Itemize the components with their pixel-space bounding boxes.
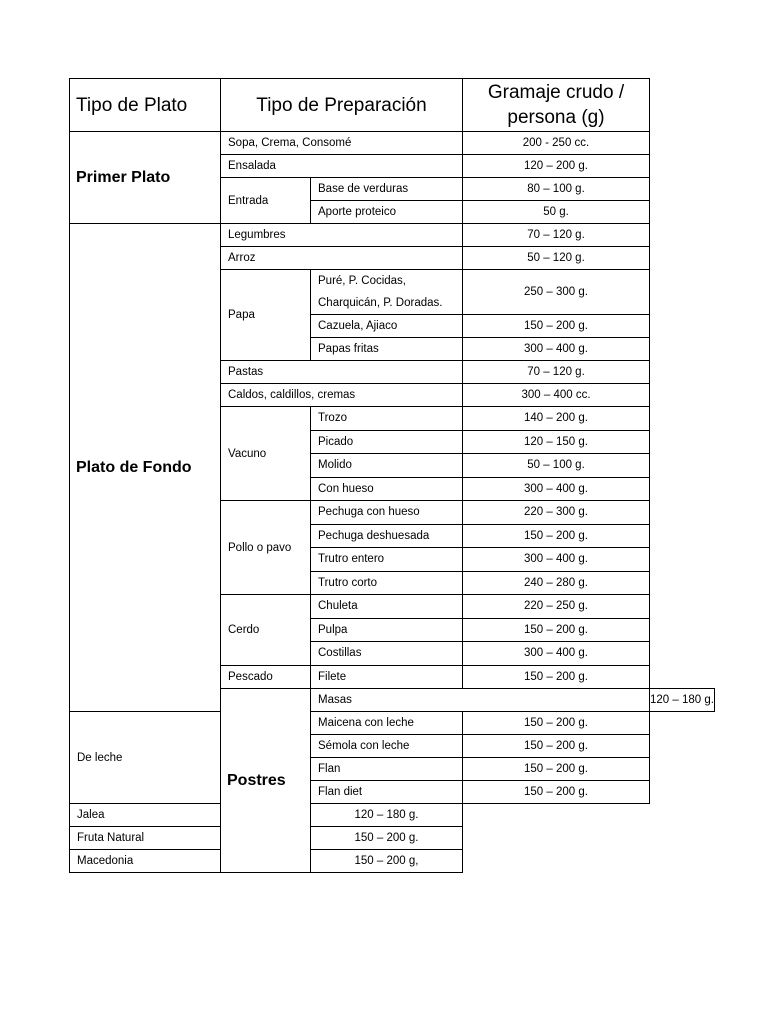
gramaje-cell: 200 - 250 cc. [463,132,650,155]
gramaje-cell: 120 – 150 g. [463,430,650,454]
gramaje-cell: 50 – 100 g. [463,454,650,478]
gramaje-cell: 150 – 200 g. [463,712,650,735]
prep-line: Charquicán, P. Doradas. [318,297,443,309]
header-tipo-plato: Tipo de Plato [70,79,221,132]
prep-cell: Caldos, caldillos, cremas [221,384,463,407]
category-postres: Postres [221,689,311,873]
gramaje-cell: 120 – 200 g. [463,155,650,178]
gramaje-cell: 50 g. [463,201,650,224]
gramaje-cell: 300 – 400 g. [463,338,650,361]
prep-line: Puré, P. Cocidas, [318,275,407,287]
prep-cell: Jalea [70,804,311,827]
prep-cell: Sémola con leche [311,735,463,758]
table-header-row [70,79,715,132]
prep-cell: Costillas [311,642,463,666]
subgroup-cerdo: Cerdo [221,595,311,666]
gramaje-cell: 50 – 120 g. [463,247,650,270]
gramaje-cell: 150 – 200 g. [463,524,650,548]
table-row [70,827,715,850]
gramaje-cell: 150 – 200 g, [311,850,463,873]
prep-cell: Pastas [221,361,463,384]
prep-cell: Con hueso [311,477,463,501]
prep-cell: Macedonia [70,850,311,873]
prep-cell: Papas fritas [311,338,463,361]
prep-cell: Masas [311,689,650,712]
table-row [70,224,715,247]
gramaje-cell: 220 – 250 g. [463,595,650,619]
subgroup-papa: Papa [221,270,311,361]
gramaje-cell: 150 – 200 g. [463,781,650,804]
gramaje-cell: 120 – 180 g. [650,689,715,712]
gramaje-cell: 300 – 400 cc. [463,384,650,407]
prep-cell: Ensalada [221,155,463,178]
subgroup-vacuno: Vacuno [221,407,311,501]
prep-cell: Trutro corto [311,571,463,595]
prep-cell: Flan diet [311,781,463,804]
prep-cell: Cazuela, Ajiaco [311,315,463,338]
gramaje-cell: 150 – 200 g. [463,758,650,781]
prep-cell: Filete [311,665,463,689]
gramaje-cell: 150 – 200 g. [463,735,650,758]
prep-cell: Legumbres [221,224,463,247]
prep-cell: Picado [311,430,463,454]
gramaje-cell: 140 – 200 g. [463,407,650,431]
subgroup-pollo-o-pavo: Pollo o pavo [221,501,311,595]
table-row [70,804,715,827]
table-row [70,712,715,735]
header-gramaje [463,79,650,132]
gramaje-cell: 150 – 200 g. [463,665,650,689]
category-primer-plato: Primer Plato [70,132,221,224]
gramaje-cell: 300 – 400 g. [463,477,650,501]
prep-cell: Flan [311,758,463,781]
gramaje-cell: 220 – 300 g. [463,501,650,525]
prep-cell: Fruta Natural [70,827,311,850]
header-gramaje-line2: persona (g) [507,107,605,128]
prep-cell: Chuleta [311,595,463,619]
prep-cell: Pechuga con hueso [311,501,463,525]
prep-cell: Aporte proteico [311,201,463,224]
gramaje-cell: 300 – 400 g. [463,548,650,572]
table-row [70,132,715,155]
gramaje-cell: 240 – 280 g. [463,571,650,595]
category-plato-de-fondo: Plato de Fondo [70,224,221,712]
subgroup-pescado: Pescado [221,665,311,689]
prep-cell: Trozo [311,407,463,431]
subgroup-de-leche: De leche [70,712,221,804]
gramaje-cell: 250 – 300 g. [463,270,650,315]
gramaje-cell: 80 – 100 g. [463,178,650,201]
prep-cell: Pechuga deshuesada [311,524,463,548]
prep-cell: Molido [311,454,463,478]
prep-cell: Sopa, Crema, Consomé [221,132,463,155]
gramaje-cell: 150 – 200 g. [463,618,650,642]
gramaje-cell: 150 – 200 g. [463,315,650,338]
prep-cell: Arroz [221,247,463,270]
prep-cell: Maicena con leche [311,712,463,735]
table-row [70,850,715,873]
prep-cell [311,270,463,315]
prep-cell: Trutro entero [311,548,463,572]
gramaje-cell: 150 – 200 g. [311,827,463,850]
gramaje-cell: 70 – 120 g. [463,224,650,247]
prep-cell: Base de verduras [311,178,463,201]
header-tipo-preparacion: Tipo de Preparación [221,79,463,132]
gramaje-cell: 300 – 400 g. [463,642,650,666]
gramaje-table [69,78,715,873]
prep-cell: Pulpa [311,618,463,642]
gramaje-cell: 120 – 180 g. [311,804,463,827]
gramaje-cell: 70 – 120 g. [463,361,650,384]
header-gramaje-line1: Gramaje crudo / [487,82,625,103]
subgroup-entrada: Entrada [221,178,311,224]
